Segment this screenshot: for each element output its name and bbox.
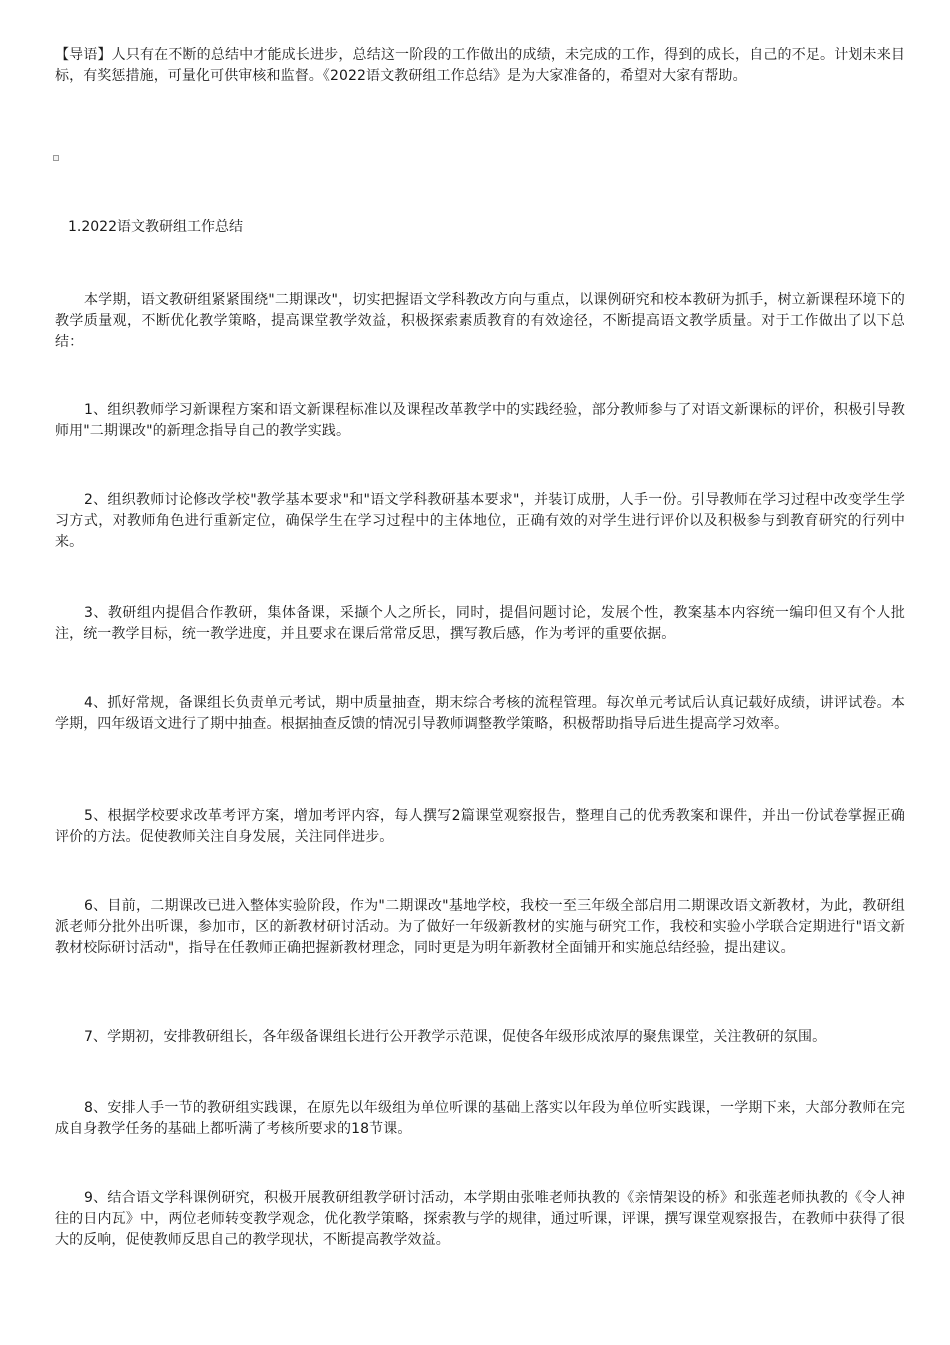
section-heading: 1.2022语文教研组工作总结: [68, 219, 243, 235]
item-paragraph-7: 7、学期初，安排教研组长，各年级备课组长进行公开教学示范课，促使各年级形成浓厚的聚焦课堂，关注教研的氛围。: [84, 1029, 827, 1045]
item-paragraph-2: 2、组织教师讨论修改学校"教学基本要求"和"语文学科教研基本要求"，并装订成册，人手一份。引导教师在学习过程中改变学生学习方式，对教师角色进行重新定位，确保学生在学习过程中的主体地位，正确有效的对学生进行评价以及积极参与到教育研究的行列中来。: [55, 492, 905, 550]
item-paragraph-3: 3、教研组内提倡合作教研，集体备课，采撷个人之所长，同时，提倡问题讨论，发展个性，教案基本内容统一编印但又有个人批注，统一教学目标，统一教学进度，并且要求在课后常常反思，撰写教后感，作为考评的重要依据。: [55, 605, 905, 642]
item-paragraph-4: 4、抓好常规，备课组长负责单元考试，期中质量抽查，期末综合考核的流程管理。每次单元考试后认真记载好成绩，讲评试卷。本学期，四年级语文进行了期中抽查。根据抽查反馈的情况引导教师调整教学策略，积极帮助指导后进生提高学习效率。: [55, 695, 905, 732]
item-paragraph-1: 1、组织教师学习新课程方案和语文新课程标准以及课程改革教学中的实践经验，部分教师参与了对语文新课标的评价，积极引导教师用"二期课改"的新理念指导自己的教学实践。: [55, 402, 905, 439]
summary-paragraph: 本学期，语文教研组紧紧围绕"二期课改"，切实把握语文学科教改方向与重点，以课例研究和校本教研为抓手，树立新课程环境下的教学质量观，不断优化教学策略，提高课堂教学效益，积极探索素质教育的有效途径，不断提高语文教学质量。对于工作做出了以下总结：: [55, 292, 905, 350]
item-paragraph-8: 8、安排人手一节的教研组实践课，在原先以年级组为单位听课的基础上落实以年段为单位听实践课，一学期下来，大部分教师在完成自身教学任务的基础上都听满了考核所要求的18节课。: [55, 1100, 905, 1137]
item-paragraph-5: 5、根据学校要求改革考评方案，增加考评内容，每人撰写2篇课堂观察报告，整理自己的优秀教案和课件，并出一份试卷掌握正确评价的方法。促使教师关注自身发展，关注同伴进步。: [55, 808, 905, 845]
item-paragraph-9: 9、结合语文学科课例研究，积极开展教研组教学研讨活动，本学期由张唯老师执教的《亲情架设的桥》和张莲老师执教的《令人神往的日内瓦》中，两位老师转变教学观念，优化教学策略，探索教与学的规律，通过听课，评课，撰写课堂观察报告，在教师中获得了很大的反响，促使教师反思自己的教学现状，不断提高教学效益。: [55, 1190, 905, 1248]
item-paragraph-6: 6、目前，二期课改已进入整体实验阶段，作为"二期课改"基地学校，我校一至三年级全部启用二期课改语文新教材，为此，教研组派老师分批外出听课，参加市，区的新教材研讨活动。为了做好一年级新教材的实施与研究工作，我校和实验小学联合定期进行"语文新教材校际研讨活动"，指导在任教师正确把握新教材理念，同时更是为明年新教材全面铺开和实施总结经验，提出建议。: [55, 898, 905, 956]
intro-paragraph: 【导语】人只有在不断的总结中才能成长进步，总结这一阶段的工作做出的成绩，未完成的工作，得到的成长，自己的不足。计划未来目标，有奖惩措施，可量化可供审核和监督。《2022语文教研组工作总结》是为大家准备的，希望对大家有帮助。: [55, 47, 905, 84]
broken-image-icon: [53, 155, 59, 161]
